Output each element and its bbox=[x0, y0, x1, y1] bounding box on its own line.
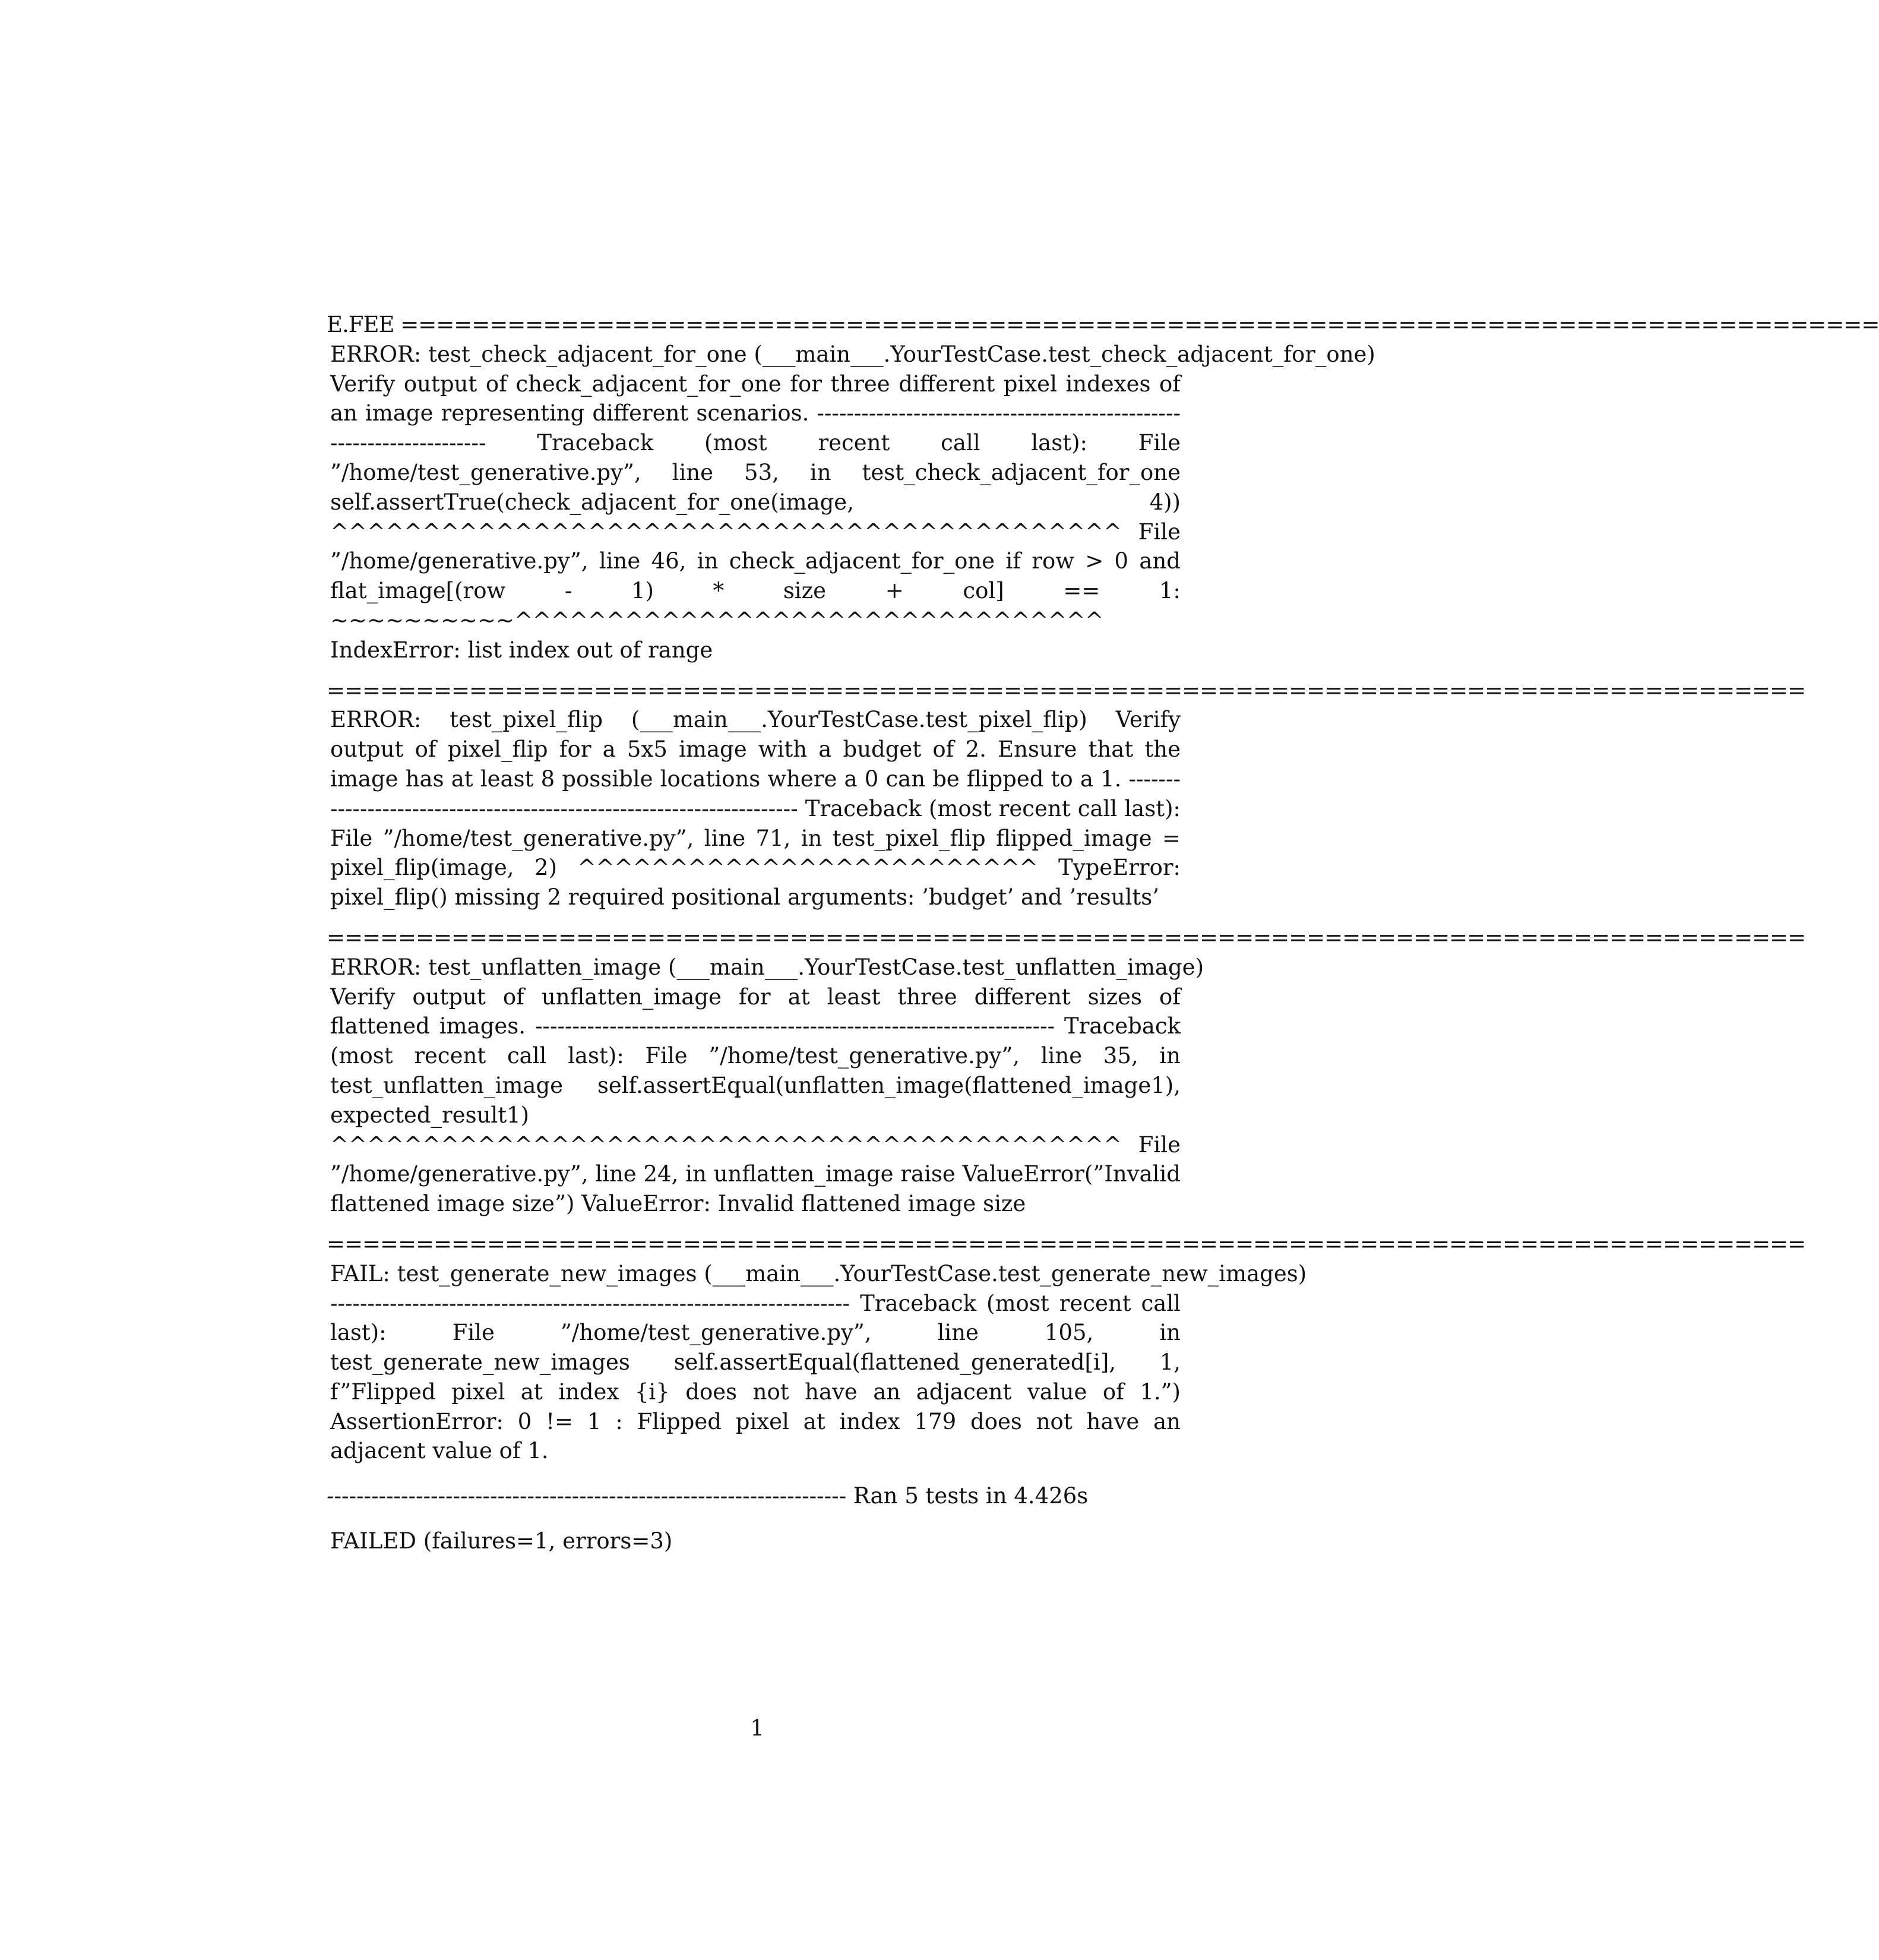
section-pixel-flip bbox=[327, 676, 1806, 912]
section-unflatten-image bbox=[327, 923, 1806, 1219]
section-generate-new-images bbox=[327, 1229, 1806, 1466]
error-message: IndexError: list index out of range bbox=[330, 637, 713, 663]
test-output bbox=[327, 310, 1879, 1556]
traceback-text: ---------------------------------------------------------------------- Traceback (most recent call last): File ”/home/test_generative.py”, line 105, in test_generate_new_images self.assertEqual(flattened_generated[i], 1, f”Flipped pixel at index {i} does not have an adjacent value of 1.”) AssertionError: 0 != 1 : Flipped pixel at index 179 does not have an adjacent value of 1. bbox=[330, 1290, 1181, 1464]
separator-rule: =================================================================================== bbox=[327, 677, 1806, 703]
result-codes: E.FEE bbox=[327, 312, 394, 337]
final-status: FAILED (failures=1, errors=3) bbox=[330, 1528, 673, 1554]
page-number: 1 bbox=[750, 1715, 764, 1741]
section-check-adjacent bbox=[330, 340, 1375, 665]
section-header: FAIL: test_generate_new_images (___main___.YourTestCase.test_generate_new_images) bbox=[330, 1260, 1307, 1286]
summary-line bbox=[327, 310, 1879, 340]
run-summary: ---------------------------------------------------------------------- Ran 5 tests in 4.426s bbox=[327, 1483, 1089, 1509]
section-header: ERROR: test_check_adjacent_for_one (___main___.YourTestCase.test_check_adjacent_for_one) bbox=[330, 341, 1375, 367]
separator-rule: =================================================================================== bbox=[327, 924, 1806, 950]
traceback-text: Verify output of check_adjacent_for_one for three different pixel indexes of an image representing different scenarios. ---------------------------------------------------------------------- Traceback (most recent call last): File ”/home/test_generative.py”, line 53, in test_check_adjacent_for_one self.assertTrue(check_adjacent_for_one(image, 4)) ^^^^^^^^^^^^^^^^^^^^^^^^^^^^^^^^^^^^^^^^^^^ File ”/home/generative.py”, line 46, in check_adjacent_for_one if row > 0 and flat_image[(row - 1) * size + col] == 1: ~~~~~~~~~~^^^^^^^^^^^^^^^^^^^^^^^^^^^^^^^^ bbox=[330, 371, 1181, 633]
separator-rule: =================================================================================== bbox=[327, 1231, 1806, 1257]
section-header: ERROR: test_unflatten_image (___main___.YourTestCase.test_unflatten_image) bbox=[330, 954, 1204, 980]
separator-rule: =================================================================================== bbox=[400, 312, 1879, 337]
traceback-text: Verify output of unflatten_image for at least three different sizes of flattened images. ---------------------------------------------------------------------- Traceback (most recent call last): File ”/home/test_generative.py”, line 35, in test_unflatten_image self.assertEqual(unflatten_image(flattened_image1), expected_result1) ^^^^^^^^^^^^^^^^^^^^^^^^^^^^^^^^^^^^^^^^^^^ File ”/home/generative.py”, line 24, in unflatten_image raise ValueError(”Invalid flattened image size”) ValueError: Invalid flattened image size bbox=[330, 984, 1181, 1217]
traceback-text: ERROR: test_pixel_flip (___main___.YourTestCase.test_pixel_flip) Verify output of pixel_flip for a 5x5 image with a budget of 2. Ensure that the image has at least 8 possible locations where a 0 can be flipped to a 1. ---------------------------------------------------------------------- Traceback (most recent call last): File ”/home/test_generative.py”, line 71, in test_pixel_flip flipped_image = pixel_flip(image, 2) ^^^^^^^^^^^^^^^^^^^^^^^^^ TypeError: pixel_flip() missing 2 required positional arguments: ’budget’ and ’results’ bbox=[330, 707, 1181, 911]
